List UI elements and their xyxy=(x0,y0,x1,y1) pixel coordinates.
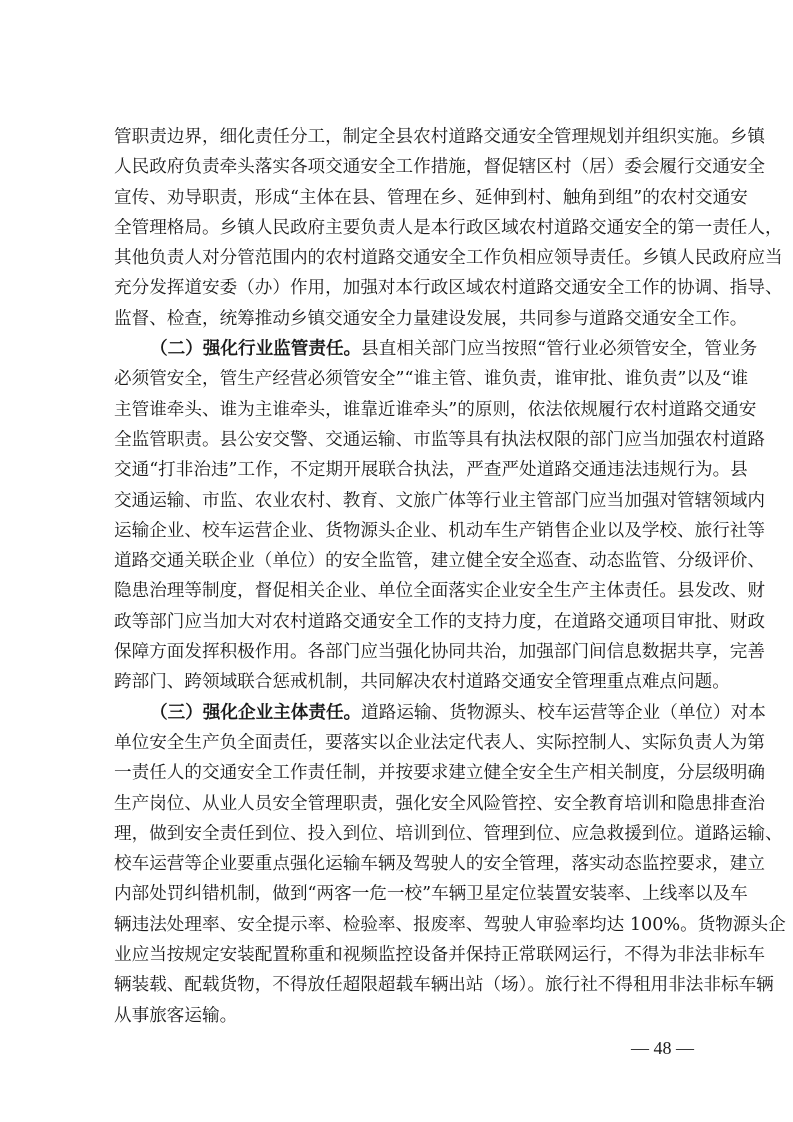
body-text xyxy=(114,122,786,1031)
text-run: 县直相关部门应当按照“管行业必须管安全，管业务 xyxy=(361,339,758,360)
section-heading: （二）强化行业监管责任。 xyxy=(150,338,362,360)
text-line: 全监管职责。县公安交警、交通运输、市监等具有执法权限的部门应当加强农村道路 xyxy=(114,429,765,450)
section-heading: （三）强化企业主体责任。 xyxy=(150,701,362,723)
text-line: 业应当按规定安装配置称重和视频监控设备并保持正常联网运行，不得为非法非标车 xyxy=(114,945,765,966)
text-line: 交通运输、市监、农业农村、教育、文旅广体等行业主管部门应当加强对管辖领域内 xyxy=(114,490,765,511)
text-line: 辆装载、配载货物，不得放任超限超载车辆出站（场）。旅行社不得租用非法非标车辆 xyxy=(114,975,774,996)
text-line: 辆违法处理率、安全提示率、检验率、报废率、驾驶人审验率均达 100%。货物源头企 xyxy=(114,914,786,935)
text-line: 生产岗位、从业人员安全管理职责，强化安全风险管控、安全教育培训和隐患排查治 xyxy=(114,793,765,814)
text-line: 内部处罚纠错机制，做到“两客一危一校”车辆卫星定位装置安装率、上线率以及车 xyxy=(114,884,748,905)
text-line: 必须管安全，管生产经营必须管安全”“谁主管、谁负责，谁审批、谁负责”以及“谁 xyxy=(114,369,749,390)
text-line: 管职责边界，细化责任分工，制定全县农村道路交通安全管理规划并组织实施。乡镇 xyxy=(114,127,765,147)
text-line: 其他负责人对分管范围内的农村道路交通安全工作负相应领导责任。乡镇人民政府应当 xyxy=(114,248,783,269)
paragraph-1 xyxy=(114,122,783,334)
text-line xyxy=(114,698,766,728)
text-line: 从事旅客运输。 xyxy=(114,1005,238,1026)
text-line: 宣传、劝导职责，形成“主体在县、管理在乡、延伸到村、触角到组”的农村交通安 xyxy=(114,187,748,208)
text-line: 道路交通关联企业（单位）的安全监管，建立健全安全巡查、动态监管、分级评价、 xyxy=(114,551,765,572)
text-line: 理，做到安全责任到位、投入到位、培训到位、管理到位、应急救援到位。道路运输、 xyxy=(114,823,783,844)
text-line: 交通“打非治违”工作，不定期开展联合执法，严查严处道路交通违法违规行为。县 xyxy=(114,460,748,481)
text-line: 主管谁牵头、谁为主谁牵头，谁靠近谁牵头”的原则，依法依规履行农村道路交通安 xyxy=(114,399,757,420)
text-line: 政等部门应当加大对农村道路交通安全工作的支持力度，在道路交通项目审批、财政 xyxy=(114,611,765,632)
text-line: 运输企业、校车运营企业、货物源头企业、机动车生产销售企业以及学校、旅行社等 xyxy=(114,520,765,541)
text-line: 一责任人的交通安全工作责任制，并按要求建立健全安全生产相关制度，分层级明确 xyxy=(114,763,765,784)
paragraph-3 xyxy=(114,698,786,1031)
text-line xyxy=(114,334,758,364)
text-line: 全管理格局。乡镇人民政府主要负责人是本行政区域农村道路交通安全的第一责任人， xyxy=(114,217,783,238)
text-line: 校车运营等企业要重点强化运输车辆及驾驶人的安全管理，落实动态监控要求，建立 xyxy=(114,854,765,875)
text-line: 监督、检查，统筹推动乡镇交通安全力量建设发展，共同参与道路交通安全工作。 xyxy=(114,308,748,329)
text-line: 单位安全生产负全面责任，要落实以企业法定代表人、实际控制人、实际负责人为第 xyxy=(114,732,765,753)
text-line: 保障方面发挥积极作用。各部门应当强化协同共治，加强部门间信息数据共享，完善 xyxy=(114,642,765,663)
text-line: 跨部门、跨领域联合惩戒机制，共同解决农村道路交通安全管理重点难点问题。 xyxy=(114,672,730,693)
text-line: 人民政府负责牵头落实各项交通安全工作措施，督促辖区村（居）委会履行交通安全 xyxy=(114,157,765,178)
page-number: — 48 — xyxy=(631,1038,694,1058)
text-run: 道路运输、货物源头、校车运营等企业（单位）对本 xyxy=(361,702,766,723)
text-line: 充分发挥道安委（办）作用，加强对本行政区域农村道路交通安全工作的协调、指导、 xyxy=(114,278,783,299)
text-line: 隐患治理等制度，督促相关企业、单位全面落实企业安全生产主体责任。县发改、财 xyxy=(114,581,765,602)
paragraph-2 xyxy=(114,334,765,698)
